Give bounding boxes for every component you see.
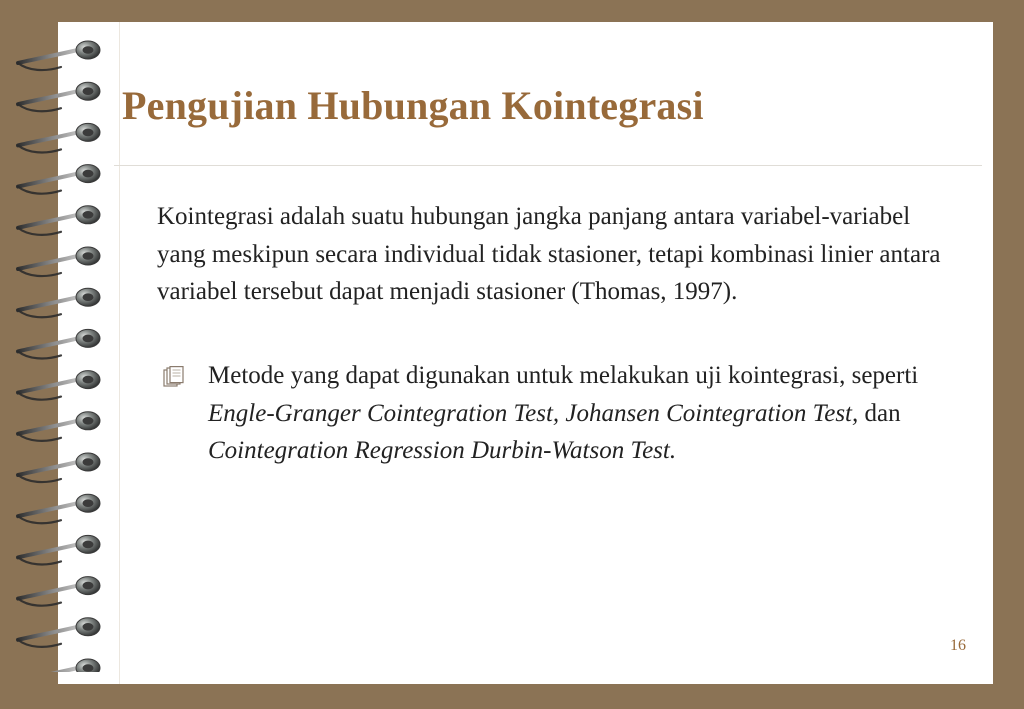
spiral-hole [83, 499, 94, 507]
spiral-wire-back [18, 104, 61, 111]
spiral-wire-back [18, 187, 61, 194]
spiral-hole [83, 458, 94, 466]
spiral-hole [83, 541, 94, 549]
spiral-wire-back [18, 228, 61, 235]
spiral-hole [83, 293, 94, 301]
body-paragraph: Kointegrasi adalah suatu hubungan jangka panjang antara variabel-variabel yang meskipun secara individual tidak stasioner, tetapi kombinasi linier antara variabel tersebut dapat menjadi stasioner (Thomas, 1997). [157, 203, 941, 305]
title-divider [114, 165, 982, 166]
spiral-wire-back [18, 640, 61, 647]
spiral-hole [83, 623, 94, 631]
page-number: 16 [950, 637, 966, 654]
spiral-wire-back [18, 557, 61, 564]
spiral-wire-back [18, 475, 61, 482]
spiral-hole [83, 252, 94, 260]
spiral-wire-back [18, 351, 61, 358]
spiral-binding [10, 36, 110, 672]
bullet-italic-1: Engle-Granger Cointegration Test, Johansen Cointegration Test, [208, 399, 859, 427]
spiral-wire-back [18, 434, 61, 441]
spiral-hole [83, 129, 94, 137]
bullet-text [208, 357, 978, 470]
spiral-hole [83, 211, 94, 219]
spiral-wire-back [18, 63, 61, 70]
spiral-hole [83, 376, 94, 384]
spiral-hole [83, 664, 94, 672]
spiral-hole [83, 582, 94, 590]
spiral-wire-back [18, 516, 61, 523]
spiral-hole [83, 170, 94, 178]
stacked-pages-icon [161, 366, 185, 388]
bullet-text-1: Metode yang dapat digunakan untuk melakukan uji kointegrasi, seperti [208, 362, 919, 389]
spiral-wire-back [18, 393, 61, 400]
spiral-hole [83, 335, 94, 343]
spiral-wire-back [18, 310, 61, 317]
spiral-hole [83, 46, 94, 54]
spiral-wire-back [18, 145, 61, 152]
spiral-hole [83, 87, 94, 95]
spiral-wire-back [18, 599, 61, 606]
spiral-hole [83, 417, 94, 425]
slide-title: Pengujian Hubungan Kointegrasi [122, 83, 704, 128]
spiral-wire-back [18, 269, 61, 276]
bullet-italic-2: Cointegration Regression Durbin-Watson Test. [208, 437, 677, 464]
bullet-text-2: dan [858, 399, 901, 427]
